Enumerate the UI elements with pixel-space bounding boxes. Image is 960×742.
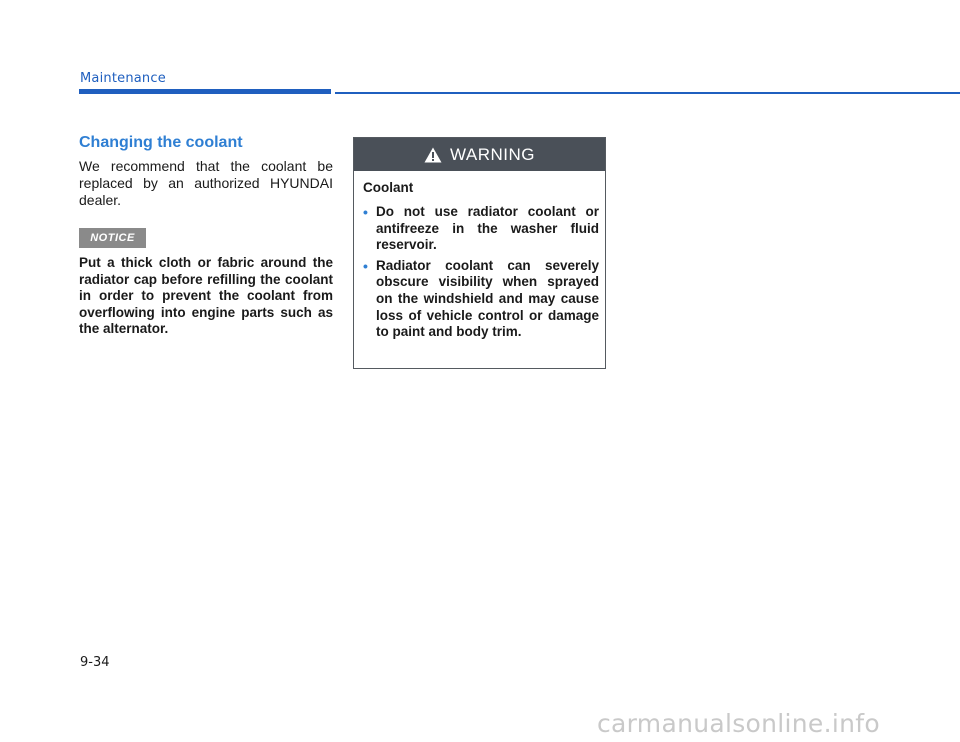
warning-title: WARNING (449, 144, 536, 164)
notice-text: Put a thick cloth or fabric around the radiator cap before refilling the coolant in order to prevent the coolant from overflowing into engine parts such as the alternator. (79, 255, 333, 337)
warning-item-text: Do not use radiator coolant or antifreeze in the washer fluid reservoir. (376, 204, 599, 253)
page-number: 9-34 (80, 655, 110, 670)
warning-header (354, 138, 605, 171)
header-rule-thin (335, 92, 960, 94)
warning-triangle-icon (424, 147, 442, 163)
bullet-icon: • (363, 257, 368, 274)
warning-list (363, 204, 599, 345)
warning-box (353, 137, 606, 369)
bullet-icon: • (363, 204, 368, 220)
warning-subtitle: Coolant (363, 180, 414, 195)
warning-item (363, 204, 599, 254)
header-rule-thick (79, 89, 331, 94)
notice-badge: NOTICE (79, 228, 146, 248)
watermark: carmanualsonline.info (597, 709, 880, 738)
page-heading: Changing the coolant (79, 134, 243, 151)
section-title: Maintenance (80, 71, 166, 86)
warning-item (363, 258, 599, 341)
warning-item-text: Radiator coolant can severely obscure visibility when sprayed on the windshield and may cause loss of vehicle control or damage to paint and body trim. (376, 257, 599, 340)
body-paragraph: We recommend that the coolant be replaced by an authorized HYUNDAI dealer. (79, 158, 333, 208)
